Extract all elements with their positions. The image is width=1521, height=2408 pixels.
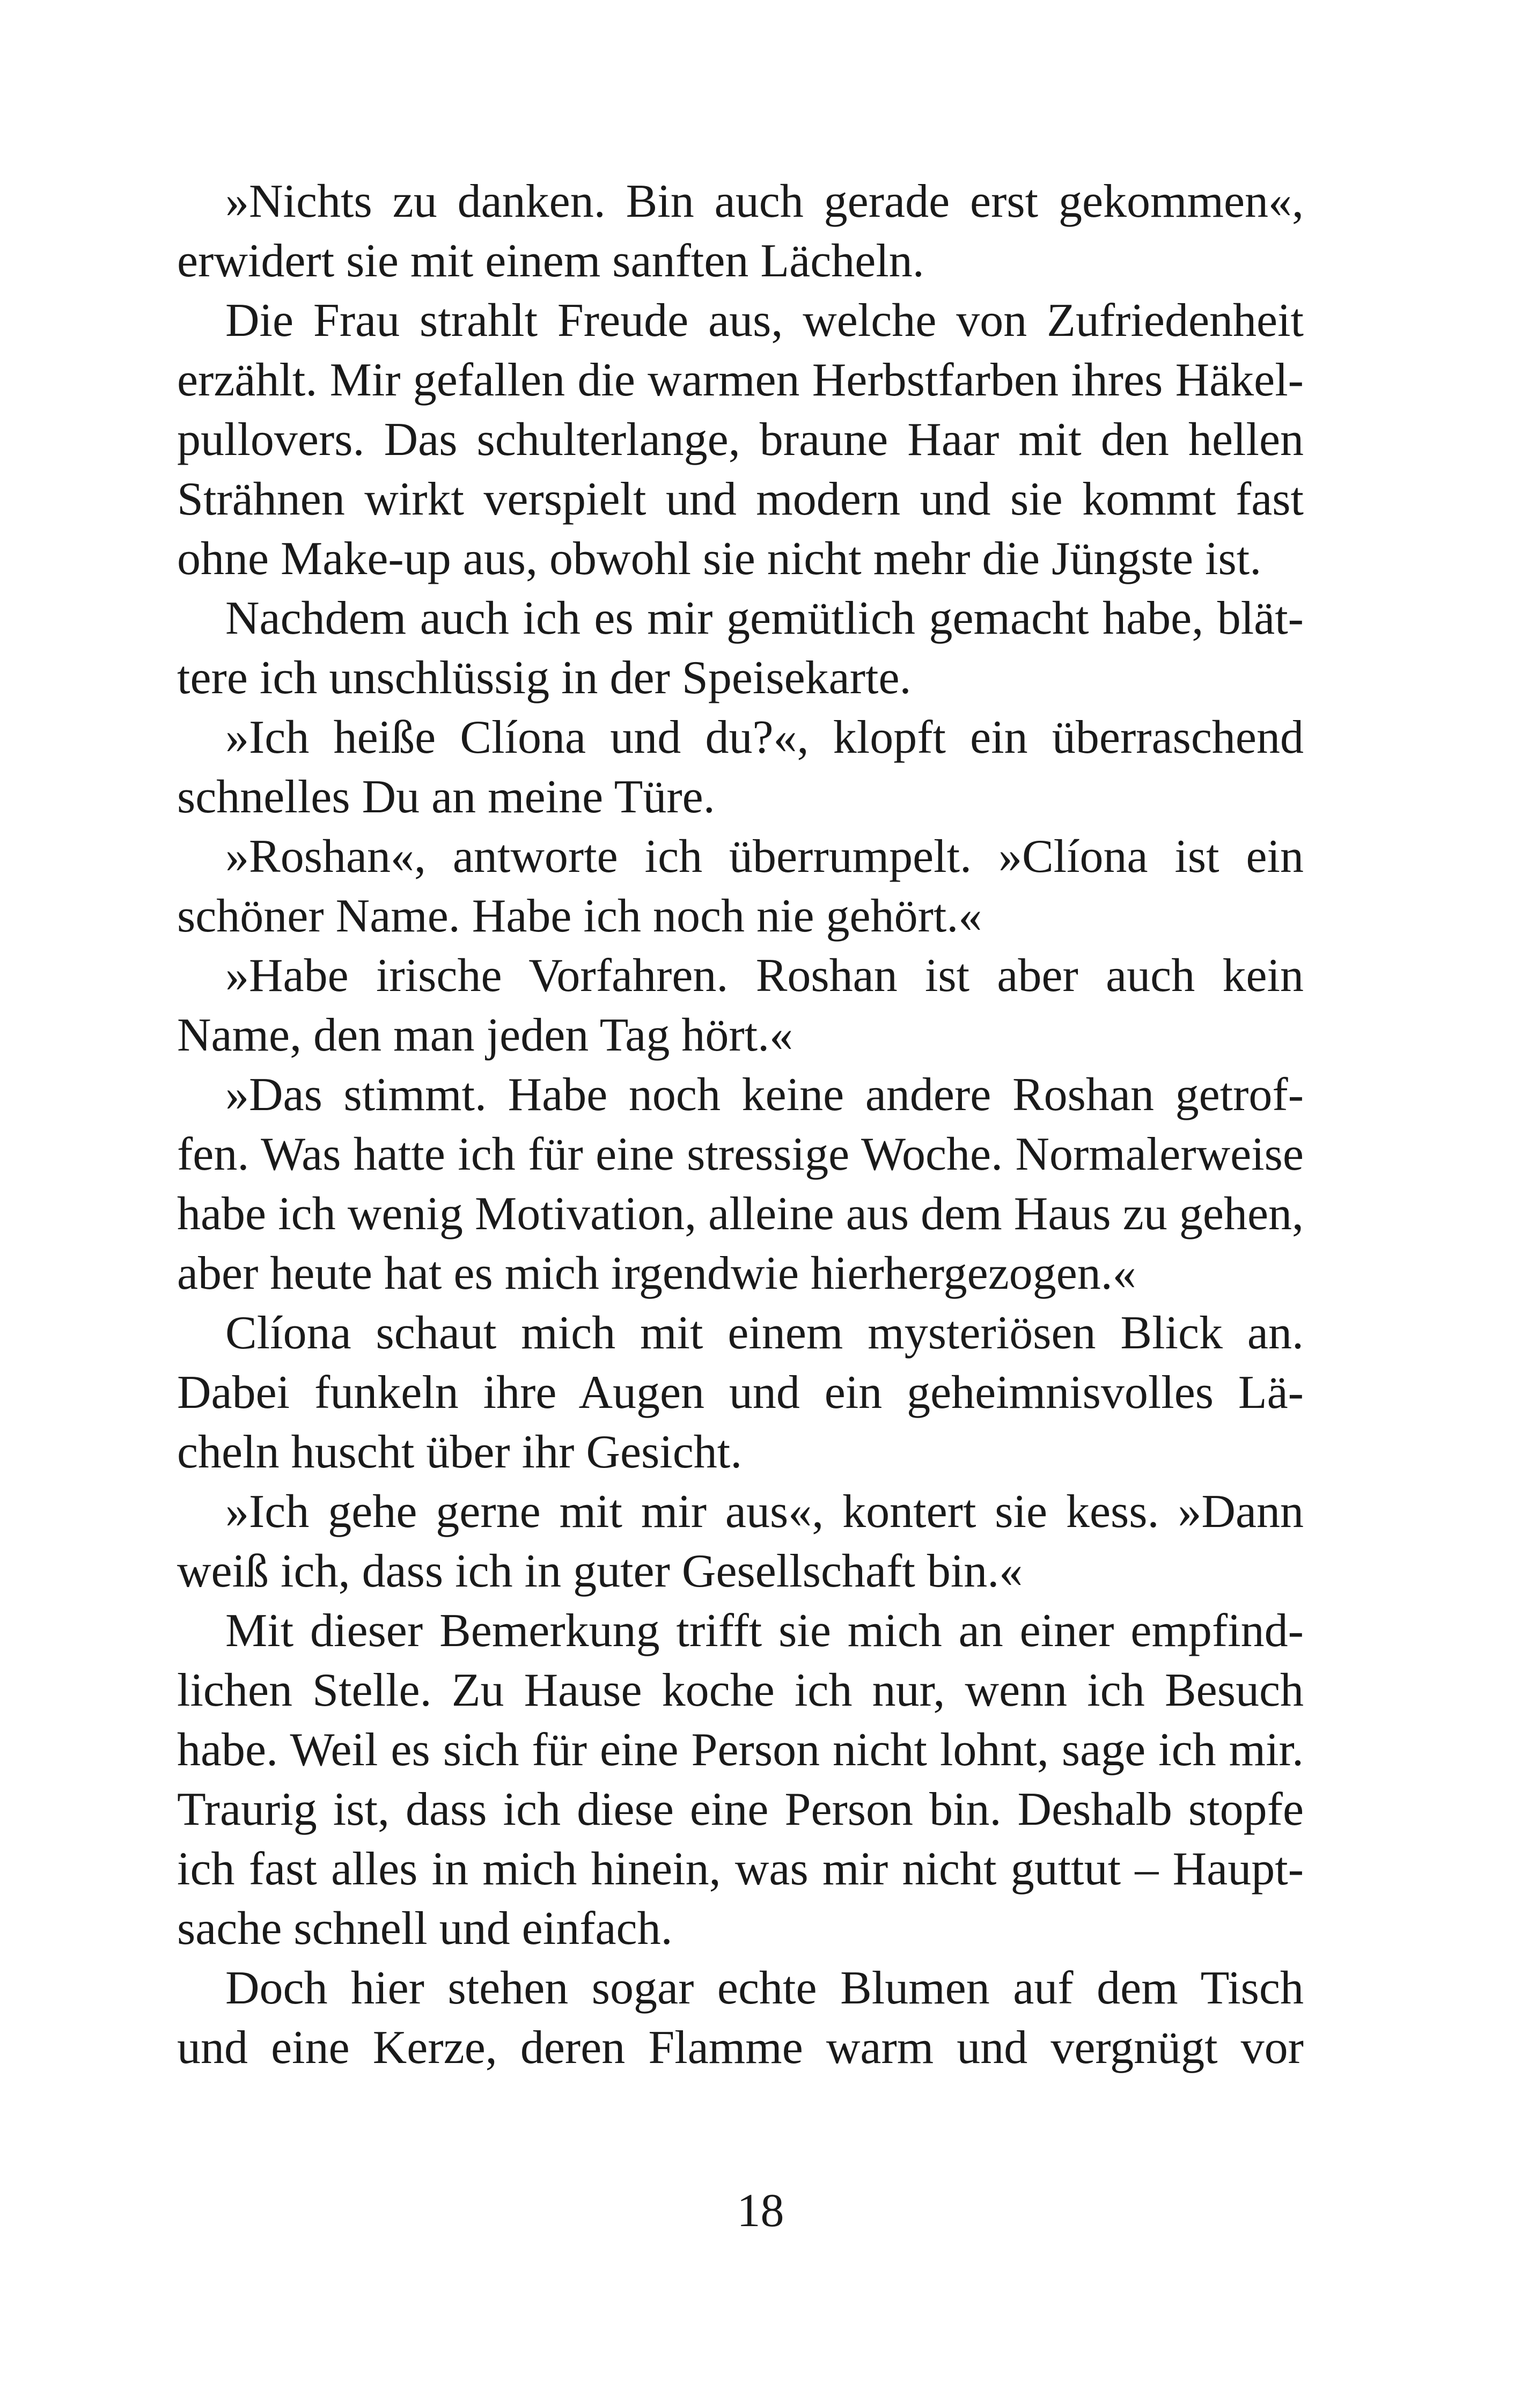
- text-line: Nachdem auch ich es mir gemütlich gemacht habe, blät-: [225, 592, 1304, 644]
- text-line: »Ich heiße Clíona und du?«, klopft ein überraschend: [225, 711, 1304, 763]
- text-line: Die Frau strahlt Freude aus, welche von Zufriedenheit: [225, 295, 1304, 347]
- text-line: Clíona schaut mich mit einem mysteriösen Blick an.: [225, 1307, 1304, 1359]
- text-line: »Habe irische Vorfahren. Roshan ist aber auch kein: [225, 950, 1304, 1002]
- text-line: »Nichts zu danken. Bin auch gerade erst gekommen«,: [225, 175, 1304, 227]
- text-line: cheln huscht über ihr Gesicht.: [177, 1426, 743, 1478]
- text-line: habe ich wenig Motivation, alleine aus dem Haus zu gehen,: [177, 1188, 1304, 1240]
- text-line: Doch hier stehen sogar echte Blumen auf dem Tisch: [225, 1962, 1304, 2014]
- text-line: ich fast alles in mich hinein, was mir nicht guttut – Haupt-: [177, 1843, 1304, 1895]
- text-line: weiß ich, dass ich in guter Gesellschaft bin.«: [177, 1545, 1023, 1597]
- text-line: pullovers. Das schulterlange, braune Haar mit den hellen: [177, 414, 1304, 466]
- text-line: fen. Was hatte ich für eine stressige Woche. Normalerweise: [177, 1128, 1304, 1180]
- text-line: schöner Name. Habe ich noch nie gehört.«: [177, 890, 982, 942]
- text-line: lichen Stelle. Zu Hause koche ich nur, wenn ich Besuch: [177, 1664, 1304, 1716]
- text-line: habe. Weil es sich für eine Person nicht lohnt, sage ich mir.: [177, 1724, 1304, 1776]
- text-line: sache schnell und einfach.: [177, 1903, 673, 1955]
- text-line: erzählt. Mir gefallen die warmen Herbstfarben ihres Häkel-: [177, 354, 1304, 406]
- text-line: schnelles Du an meine Türe.: [177, 771, 715, 823]
- text-line: Name, den man jeden Tag hört.«: [177, 1009, 793, 1061]
- text-line: und eine Kerze, deren Flamme warm und vergnügt vor: [177, 2022, 1304, 2074]
- text-line: Dabei funkeln ihre Augen und ein geheimnisvolles Lä-: [177, 1367, 1304, 1419]
- text-line: tere ich unschlüssig in der Speisekarte.: [177, 652, 912, 704]
- page-body: [177, 172, 1304, 2077]
- text-line: aber heute hat es mich irgendwie hierhergezogen.«: [177, 1247, 1136, 1300]
- text-line: erwidert sie mit einem sanften Lächeln.: [177, 235, 924, 287]
- text-line: ohne Make-up aus, obwohl sie nicht mehr die Jüngste ist.: [177, 533, 1262, 585]
- text-line: Strähnen wirkt verspielt und modern und sie kommt fast: [177, 473, 1304, 525]
- text-line: »Ich gehe gerne mit mir aus«, kontert sie kess. »Dann: [225, 1486, 1304, 1538]
- text-line: »Roshan«, antworte ich überrumpelt. »Clíona ist ein: [225, 831, 1304, 883]
- text-line: »Das stimmt. Habe noch keine andere Roshan getrof-: [225, 1069, 1304, 1121]
- text-line: Mit dieser Bemerkung trifft sie mich an einer empfind-: [225, 1605, 1304, 1657]
- page-number: 18: [737, 2185, 784, 2237]
- text-line: Traurig ist, dass ich diese eine Person bin. Deshalb stopfe: [177, 1783, 1304, 1836]
